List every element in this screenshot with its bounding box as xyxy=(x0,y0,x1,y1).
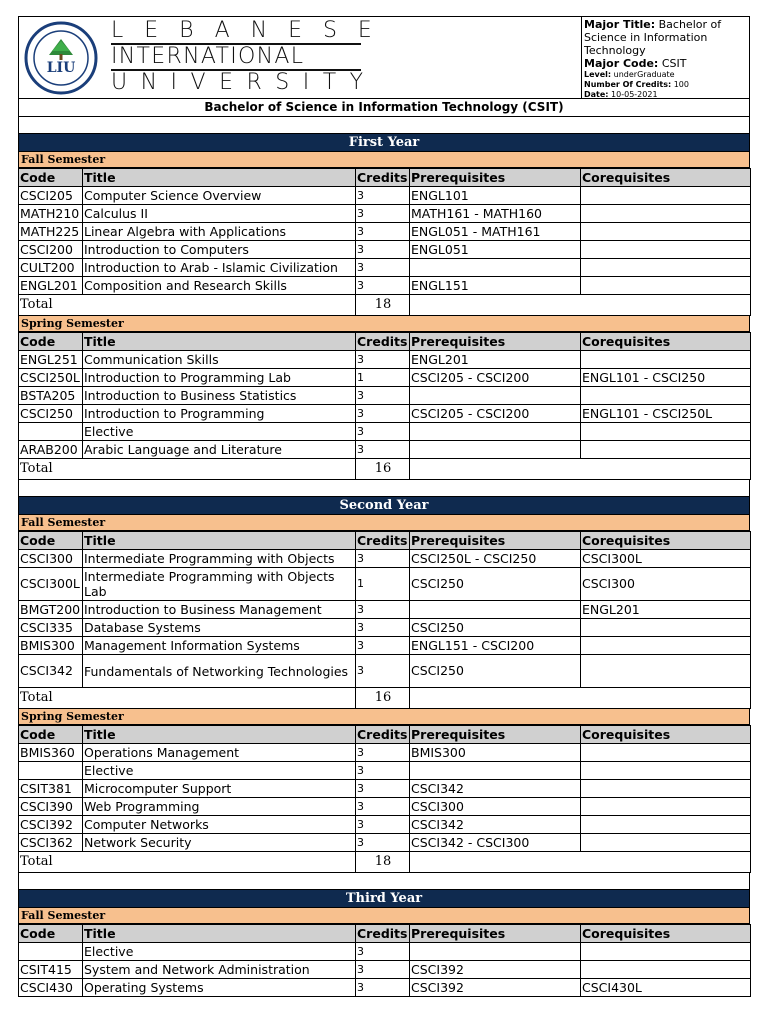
col-corequisites-cell xyxy=(581,655,751,688)
column-header-row xyxy=(19,532,751,550)
col-title-cell: Microcomputer Support xyxy=(83,780,356,798)
university-seal-icon xyxy=(22,21,100,95)
col-title-cell: Elective xyxy=(83,762,356,780)
col-credits-cell: 1 xyxy=(356,369,410,387)
col-code-cell: CSCI390 xyxy=(19,798,83,816)
col-title-cell: Introduction to Business Management xyxy=(83,601,356,619)
col-code-cell xyxy=(19,423,83,441)
col-code-cell: BMIS360 xyxy=(19,744,83,762)
col-code-cell: BMGT200 xyxy=(19,601,83,619)
col-credits-cell: 3 xyxy=(356,277,410,295)
col-prerequisites-header: Prerequisites xyxy=(410,532,581,550)
col-corequisites-cell xyxy=(581,205,751,223)
col-corequisites-header: Corequisites xyxy=(581,532,751,550)
col-title-cell: Elective xyxy=(83,943,356,961)
col-code-cell: CSCI430 xyxy=(19,979,83,997)
table-row xyxy=(19,550,751,568)
date-value: 10-05-2021 xyxy=(611,90,658,99)
table-row xyxy=(19,405,751,423)
col-code-header: Code xyxy=(19,333,83,351)
total-empty xyxy=(410,295,751,316)
col-corequisites-cell xyxy=(581,943,751,961)
col-title-cell: Communication Skills xyxy=(83,351,356,369)
col-credits-cell: 3 xyxy=(356,405,410,423)
semester-heading: Fall Semester xyxy=(18,152,750,168)
col-code-cell: CSCI362 xyxy=(19,834,83,852)
date-label: Date: xyxy=(584,90,609,99)
col-credits-header: Credits xyxy=(356,726,410,744)
col-title-cell: Elective xyxy=(83,423,356,441)
col-prerequisites-cell: ENGL101 xyxy=(410,187,581,205)
col-title-cell: Intermediate Programming with Objects xyxy=(83,550,356,568)
course-table xyxy=(18,332,751,480)
col-code-cell xyxy=(19,762,83,780)
col-prerequisites-cell: CSCI205 - CSCI200 xyxy=(410,369,581,387)
col-title-cell: Management Information Systems xyxy=(83,637,356,655)
col-title-cell: Linear Algebra with Applications xyxy=(83,223,356,241)
col-prerequisites-cell: CSCI250L - CSCI250 xyxy=(410,550,581,568)
course-table xyxy=(18,531,751,709)
total-empty xyxy=(410,459,751,480)
col-prerequisites-cell: CSCI205 - CSCI200 xyxy=(410,405,581,423)
col-code-cell: BSTA205 xyxy=(19,387,83,405)
col-code-cell: CSCI205 xyxy=(19,187,83,205)
wordmark-line-3: UNIVERSITY xyxy=(111,70,377,95)
course-table xyxy=(18,725,751,873)
col-code-cell: CSCI300 xyxy=(19,550,83,568)
col-corequisites-cell: ENGL101 - CSCI250L xyxy=(581,405,751,423)
table-row xyxy=(19,961,751,979)
col-corequisites-header: Corequisites xyxy=(581,169,751,187)
col-code-cell xyxy=(19,943,83,961)
col-prerequisites-cell: ENGL151 - CSCI200 xyxy=(410,637,581,655)
table-row xyxy=(19,369,751,387)
col-credits-cell: 1 xyxy=(356,568,410,601)
total-credits: 18 xyxy=(356,852,410,873)
col-code-cell: ARAB200 xyxy=(19,441,83,459)
col-credits-cell: 3 xyxy=(356,387,410,405)
table-row xyxy=(19,387,751,405)
col-prerequisites-cell: CSCI250 xyxy=(410,568,581,601)
col-prerequisites-cell: ENGL151 xyxy=(410,277,581,295)
table-row xyxy=(19,423,751,441)
col-corequisites-cell xyxy=(581,637,751,655)
col-title-cell: Introduction to Arab - Islamic Civilization xyxy=(83,259,356,277)
col-prerequisites-cell: CSCI342 xyxy=(410,780,581,798)
col-title-cell: Calculus II xyxy=(83,205,356,223)
table-row xyxy=(19,637,751,655)
total-credits: 16 xyxy=(356,459,410,480)
year-heading: First Year xyxy=(18,134,750,152)
col-corequisites-cell xyxy=(581,259,751,277)
col-corequisites-cell xyxy=(581,816,751,834)
col-corequisites-cell xyxy=(581,961,751,979)
col-credits-cell: 3 xyxy=(356,223,410,241)
total-row xyxy=(19,852,751,873)
col-credits-cell: 3 xyxy=(356,441,410,459)
col-corequisites-cell xyxy=(581,780,751,798)
semester-heading: Fall Semester xyxy=(18,908,750,924)
col-corequisites-cell xyxy=(581,277,751,295)
col-prerequisites-cell xyxy=(410,762,581,780)
col-credits-cell: 3 xyxy=(356,423,410,441)
col-corequisites-cell xyxy=(581,834,751,852)
col-credits-cell: 3 xyxy=(356,351,410,369)
col-credits-cell: 3 xyxy=(356,744,410,762)
col-prerequisites-cell xyxy=(410,387,581,405)
col-title-cell: Computer Networks xyxy=(83,816,356,834)
col-credits-cell: 3 xyxy=(356,619,410,637)
col-title-cell: Intermediate Programming with Objects Lab xyxy=(83,568,356,601)
total-label: Total xyxy=(19,688,356,709)
col-title-header: Title xyxy=(83,532,356,550)
total-label: Total xyxy=(19,295,356,316)
course-table xyxy=(18,168,751,316)
table-row xyxy=(19,798,751,816)
total-empty xyxy=(410,852,751,873)
total-credits: 18 xyxy=(356,295,410,316)
col-corequisites-cell: CSCI430L xyxy=(581,979,751,997)
col-corequisites-header: Corequisites xyxy=(581,925,751,943)
col-code-header: Code xyxy=(19,726,83,744)
col-corequisites-cell xyxy=(581,619,751,637)
col-corequisites-cell xyxy=(581,423,751,441)
col-code-cell: CULT200 xyxy=(19,259,83,277)
col-credits-cell: 3 xyxy=(356,834,410,852)
total-row xyxy=(19,459,751,480)
col-code-cell: CSCI335 xyxy=(19,619,83,637)
table-row xyxy=(19,241,751,259)
col-corequisites-cell xyxy=(581,798,751,816)
table-row xyxy=(19,441,751,459)
col-credits-cell: 3 xyxy=(356,780,410,798)
table-row xyxy=(19,979,751,997)
table-row xyxy=(19,619,751,637)
table-row xyxy=(19,834,751,852)
col-code-cell: CSIT415 xyxy=(19,961,83,979)
seal-logo-text: LIU xyxy=(46,60,76,76)
col-title-header: Title xyxy=(83,333,356,351)
col-title-cell: Introduction to Business Statistics xyxy=(83,387,356,405)
university-branding xyxy=(19,17,582,99)
col-credits-cell: 3 xyxy=(356,762,410,780)
level-label: Level: xyxy=(584,70,612,79)
col-prerequisites-header: Prerequisites xyxy=(410,925,581,943)
col-prerequisites-header: Prerequisites xyxy=(410,333,581,351)
spacer-row xyxy=(18,873,750,890)
total-row xyxy=(19,295,751,316)
col-code-cell: CSCI300L xyxy=(19,568,83,601)
column-header-row xyxy=(19,726,751,744)
major-code-value: CSIT xyxy=(661,57,687,70)
table-row xyxy=(19,762,751,780)
col-credits-cell: 3 xyxy=(356,655,410,688)
col-credits-header: Credits xyxy=(356,333,410,351)
curriculum-sheet xyxy=(18,16,750,997)
col-title-cell: Arabic Language and Literature xyxy=(83,441,356,459)
col-title-cell: Web Programming xyxy=(83,798,356,816)
col-prerequisites-cell xyxy=(410,601,581,619)
col-prerequisites-cell: CSCI392 xyxy=(410,961,581,979)
semester-heading: Fall Semester xyxy=(18,515,750,531)
col-corequisites-cell xyxy=(581,187,751,205)
total-empty xyxy=(410,688,751,709)
col-title-header: Title xyxy=(83,726,356,744)
table-row xyxy=(19,351,751,369)
col-title-cell: Network Security xyxy=(83,834,356,852)
col-credits-cell: 3 xyxy=(356,943,410,961)
curriculum-body xyxy=(18,117,750,997)
wordmark-line-2: INTERNATIONAL xyxy=(111,44,305,69)
col-prerequisites-cell xyxy=(410,423,581,441)
year-heading: Second Year xyxy=(18,497,750,515)
credits-value: 100 xyxy=(673,80,689,89)
major-title-value: Bachelor of Science in Information Technology xyxy=(584,18,722,57)
col-corequisites-header: Corequisites xyxy=(581,726,751,744)
column-header-row xyxy=(19,925,751,943)
col-credits-header: Credits xyxy=(356,925,410,943)
level-value: underGraduate xyxy=(613,70,675,79)
table-row xyxy=(19,816,751,834)
col-title-cell: Introduction to Programming xyxy=(83,405,356,423)
column-header-row xyxy=(19,333,751,351)
spacer-row xyxy=(18,117,750,134)
col-credits-header: Credits xyxy=(356,532,410,550)
table-row xyxy=(19,744,751,762)
col-title-cell: Operations Management xyxy=(83,744,356,762)
col-prerequisites-cell: MATH161 - MATH160 xyxy=(410,205,581,223)
program-title: Bachelor of Science in Information Technology (CSIT) xyxy=(18,99,750,117)
col-prerequisites-cell xyxy=(410,259,581,277)
col-credits-cell: 3 xyxy=(356,187,410,205)
col-prerequisites-cell: BMIS300 xyxy=(410,744,581,762)
col-prerequisites-cell: CSCI250 xyxy=(410,619,581,637)
credits-label: Number Of Credits: xyxy=(584,80,672,89)
table-row xyxy=(19,943,751,961)
col-corequisites-cell: CSCI300 xyxy=(581,568,751,601)
col-code-cell: ENGL201 xyxy=(19,277,83,295)
col-credits-cell: 3 xyxy=(356,259,410,277)
col-corequisites-cell xyxy=(581,241,751,259)
col-corequisites-cell: CSCI300L xyxy=(581,550,751,568)
major-title-label: Major Title: xyxy=(584,18,656,31)
col-code-header: Code xyxy=(19,925,83,943)
col-credits-cell: 3 xyxy=(356,205,410,223)
col-prerequisites-cell: ENGL051 - MATH161 xyxy=(410,223,581,241)
col-title-cell: Operating Systems xyxy=(83,979,356,997)
table-row xyxy=(19,655,751,688)
col-title-header: Title xyxy=(83,169,356,187)
col-credits-cell: 3 xyxy=(356,637,410,655)
col-corequisites-cell: ENGL101 - CSCI250 xyxy=(581,369,751,387)
col-code-cell: BMIS300 xyxy=(19,637,83,655)
course-table xyxy=(18,924,751,997)
col-prerequisites-cell: CSCI342 - CSCI300 xyxy=(410,834,581,852)
col-prerequisites-cell xyxy=(410,943,581,961)
table-row xyxy=(19,259,751,277)
total-credits: 16 xyxy=(356,688,410,709)
col-credits-cell: 3 xyxy=(356,961,410,979)
col-prerequisites-cell xyxy=(410,441,581,459)
col-prerequisites-cell: CSCI342 xyxy=(410,816,581,834)
col-corequisites-header: Corequisites xyxy=(581,333,751,351)
col-title-cell: Composition and Research Skills xyxy=(83,277,356,295)
col-code-header: Code xyxy=(19,532,83,550)
col-code-cell: CSCI200 xyxy=(19,241,83,259)
col-prerequisites-cell: CSCI392 xyxy=(410,979,581,997)
major-info xyxy=(582,18,752,100)
col-title-cell: Introduction to Programming Lab xyxy=(83,369,356,387)
table-row xyxy=(19,223,751,241)
major-code-label: Major Code: xyxy=(584,57,659,70)
wordmark-line-1: LEBANESE xyxy=(111,18,393,43)
col-title-cell: Introduction to Computers xyxy=(83,241,356,259)
col-corequisites-cell xyxy=(581,387,751,405)
col-prerequisites-cell: CSCI250 xyxy=(410,655,581,688)
col-prerequisites-cell: ENGL051 xyxy=(410,241,581,259)
document-header xyxy=(18,16,750,99)
col-prerequisites-cell: ENGL201 xyxy=(410,351,581,369)
col-corequisites-cell xyxy=(581,762,751,780)
col-title-cell: Computer Science Overview xyxy=(83,187,356,205)
col-code-cell: CSCI342 xyxy=(19,655,83,688)
col-code-cell: CSCI392 xyxy=(19,816,83,834)
col-credits-cell: 3 xyxy=(356,798,410,816)
column-header-row xyxy=(19,169,751,187)
university-wordmark xyxy=(111,18,393,95)
spacer-row xyxy=(18,480,750,497)
col-corequisites-cell xyxy=(581,223,751,241)
table-row xyxy=(19,277,751,295)
table-row xyxy=(19,568,751,601)
col-prerequisites-header: Prerequisites xyxy=(410,726,581,744)
col-corequisites-cell xyxy=(581,441,751,459)
total-label: Total xyxy=(19,852,356,873)
col-code-header: Code xyxy=(19,169,83,187)
col-credits-cell: 3 xyxy=(356,550,410,568)
col-code-cell: CSCI250 xyxy=(19,405,83,423)
col-title-header: Title xyxy=(83,925,356,943)
col-code-cell: MATH225 xyxy=(19,223,83,241)
col-corequisites-cell xyxy=(581,744,751,762)
col-credits-cell: 3 xyxy=(356,816,410,834)
col-code-cell: ENGL251 xyxy=(19,351,83,369)
table-row xyxy=(19,780,751,798)
col-credits-header: Credits xyxy=(356,169,410,187)
table-row xyxy=(19,187,751,205)
col-title-cell: Database Systems xyxy=(83,619,356,637)
col-corequisites-cell xyxy=(581,351,751,369)
col-prerequisites-header: Prerequisites xyxy=(410,169,581,187)
semester-heading: Spring Semester xyxy=(18,709,750,725)
col-prerequisites-cell: CSCI300 xyxy=(410,798,581,816)
col-credits-cell: 3 xyxy=(356,601,410,619)
semester-heading: Spring Semester xyxy=(18,316,750,332)
total-label: Total xyxy=(19,459,356,480)
table-row xyxy=(19,601,751,619)
col-code-cell: CSCI250L xyxy=(19,369,83,387)
col-corequisites-cell: ENGL201 xyxy=(581,601,751,619)
col-credits-cell: 3 xyxy=(356,241,410,259)
year-heading: Third Year xyxy=(18,890,750,908)
col-code-cell: CSIT381 xyxy=(19,780,83,798)
table-row xyxy=(19,205,751,223)
total-row xyxy=(19,688,751,709)
col-code-cell: MATH210 xyxy=(19,205,83,223)
col-credits-cell: 3 xyxy=(356,979,410,997)
col-title-cell: Fundamentals of Networking Technologies xyxy=(83,655,356,688)
col-title-cell: System and Network Administration xyxy=(83,961,356,979)
